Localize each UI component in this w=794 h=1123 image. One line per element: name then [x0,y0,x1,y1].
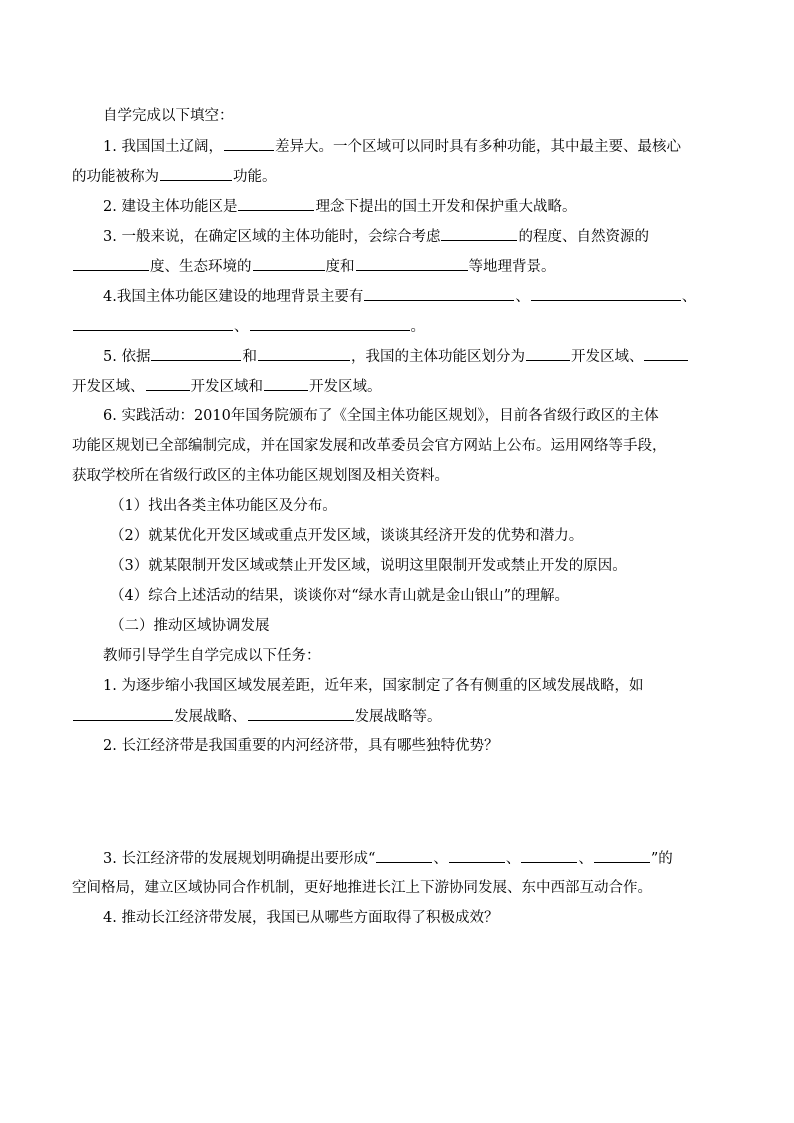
activity-text: （2）就某优化开发区域或重点开发区域，谈谈其经济开发的优势和潜力。 [110,528,584,544]
activity-item-3 [110,556,770,576]
answer-blank[interactable] [356,256,468,271]
answer-blank[interactable] [146,376,190,391]
question-3-line-2 [72,256,732,276]
question-text: 开发区域和 [190,379,263,395]
activity-item-1 [110,496,770,516]
question-text: 功能。 [233,169,277,185]
section-intro-2 [103,646,763,666]
question-text: 开发区域。 [309,379,382,395]
intro-text: 自学完成以下填空： [103,108,234,124]
question-2 [103,196,763,216]
answer-blank[interactable] [264,376,308,391]
question-text: 等地理背景。 [468,259,556,275]
task-2 [103,736,763,756]
question-text: 1. 为逐步缩小我国区域发展差距，近年来，国家制定了各有侧重的区域发展战略，如 [103,678,644,694]
activity-item-4 [110,586,770,606]
question-3-line-1 [103,226,763,246]
question-5-line-1 [103,346,763,366]
question-text: 的程度、自然资源的 [518,229,649,245]
question-1-line-1 [103,136,763,156]
answer-blank[interactable] [258,346,350,361]
question-text: 5. 依据 [103,349,151,365]
question-6-line-2 [72,436,732,456]
section-intro [103,106,763,126]
activity-text: （4）综合上述活动的结果，谈谈你对“绿水青山就是金山银山”的理解。 [110,588,570,604]
question-text: 、 [515,289,530,305]
activity-text: （1）找出各类主体功能区及分布。 [110,498,337,514]
question-text: 度、生态环境的 [150,259,252,275]
question-text: 发展战略、 [174,709,247,725]
question-text: ”的 [650,851,673,867]
answer-blank[interactable] [224,136,274,151]
question-text: 1. 我国国土辽阔， [103,139,223,155]
question-text: 3. 长江经济带的发展规划明确提出要形成“ [103,851,376,867]
question-1-line-2 [72,166,732,186]
answer-blank[interactable] [594,848,650,863]
question-text: 、 [433,851,448,867]
answer-blank[interactable] [526,346,570,361]
answer-blank[interactable] [376,848,432,863]
section-heading [110,616,770,636]
activity-item-2 [110,526,770,546]
question-text: 、 [681,289,697,305]
question-4-line-1 [103,286,763,306]
question-text: 差异大。一个区域可以同时具有多种功能，其中最主要、最核心 [274,139,681,155]
answer-blank[interactable] [531,286,681,301]
task-1-line-1 [103,676,763,696]
question-text: 4.我国主体功能区建设的地理背景主要有 [103,289,364,305]
question-4-line-2 [72,316,732,336]
question-6-line-3 [72,466,732,486]
answer-blank[interactable] [248,706,354,721]
section-heading-text: （二）推动区域协调发展 [110,618,270,634]
question-text: 发展战略等。 [354,709,442,725]
answer-blank[interactable] [73,256,149,271]
question-text: ，我国的主体功能区划分为 [350,349,525,365]
answer-blank[interactable] [73,316,233,331]
question-text: 。 [410,319,425,335]
question-text: 空间格局，建立区域协同合作机制，更好地推进长江上下游协同发展、东中西部互动合作。 [72,880,652,896]
answer-blank[interactable] [364,286,514,301]
question-text: 度和 [325,259,355,275]
question-text: 获取学校所在省级行政区的主体功能区规划图及相关资料。 [72,468,449,484]
answer-blank[interactable] [521,848,577,863]
activity-text: （3）就某限制开发区域或禁止开发区域，说明这里限制开发或禁止开发的原因。 [110,558,627,574]
question-text: 2. 建设主体功能区是 [103,199,238,215]
question-text: 开发区域、 [570,349,644,365]
task-1-line-2 [72,706,732,726]
answer-blank[interactable] [449,848,505,863]
task-3-line-2 [72,878,732,898]
question-text: 4. 推动长江经济带发展，我国已从哪些方面取得了积极成效？ [103,910,499,926]
task-4 [103,908,763,928]
intro-text: 教师引导学生自学完成以下任务： [103,648,321,664]
question-text: 3. 一般来说，在确定区域的主体功能时，会综合考虑 [103,229,441,245]
question-text: 6. 实践活动：2010年国务院颁布了《全国主体功能区规划》，目前各省级行政区的主体 [103,408,659,424]
question-5-line-2 [72,376,732,396]
question-text: 的功能被称为 [72,169,159,185]
answer-blank[interactable] [250,316,410,331]
task-3-line-1 [103,848,763,868]
answer-blank[interactable] [73,706,173,721]
answer-blank[interactable] [160,166,232,181]
answer-blank[interactable] [644,346,688,361]
answer-blank[interactable] [151,346,241,361]
question-text: 、 [578,851,593,867]
question-text: 和 [242,349,257,365]
question-6-line-1 [103,406,763,426]
answer-blank[interactable] [238,196,314,211]
question-text: 功能区规划已全部编制完成，并在国家发展和改革委员会官方网站上公布。运用网络等手段， [72,438,667,454]
question-text: 理念下提出的国土开发和保护重大战略。 [315,199,577,215]
question-text: 、 [505,851,521,867]
question-text: 、 [234,319,249,335]
answer-blank[interactable] [441,226,517,241]
answer-blank[interactable] [253,256,325,271]
question-text: 开发区域、 [72,379,145,395]
question-text: 2. 长江经济带是我国重要的内河经济带，具有哪些独特优势？ [103,738,499,754]
